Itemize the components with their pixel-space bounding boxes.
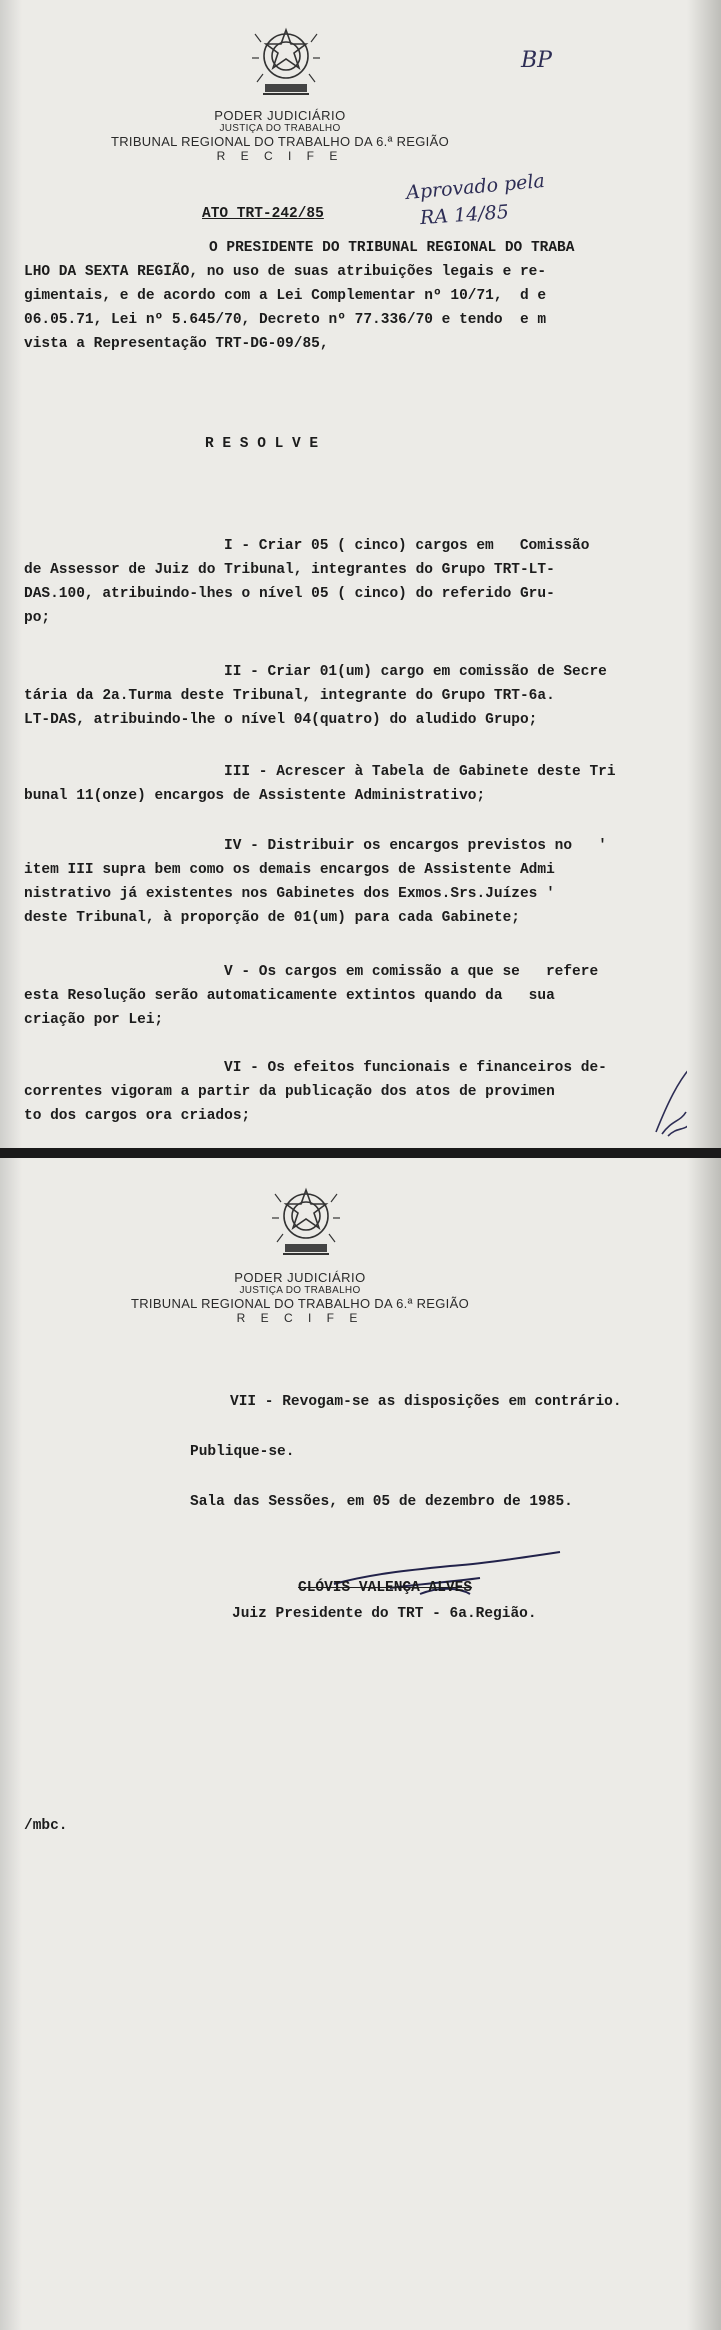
document-page-2 [0, 1158, 721, 2330]
preamble-line: 06.05.71, Lei nº 5.645/70, Decreto nº 77.336/70 e tendo e m [24, 312, 547, 328]
letterhead-line-4: R E C I F E [236, 1311, 364, 1325]
preamble-line: LHO DA SEXTA REGIÃO, no uso de suas atribuições legais e re- [24, 264, 547, 280]
article-line: correntes vigoram a partir da publicação dos atos de provimen [24, 1084, 555, 1100]
handwritten-note-line-1: Aprovado pela [405, 169, 546, 205]
article-line: VI - Os efeitos funcionais e financeiros de- [224, 1060, 607, 1076]
article-vi [24, 1056, 607, 1128]
coat-of-arms-icon [271, 1184, 341, 1262]
article-line: deste Tribunal, à proporção de 01(um) para cada Gabinete; [24, 910, 520, 926]
signer-title: Juiz Presidente do TRT - 6a.Região. [232, 1606, 537, 1622]
article-line: nistrativo já existentes nos Gabinetes dos Exmos.Srs.Juízes ' [24, 886, 555, 902]
resolve-heading: R E S O L V E [205, 436, 319, 452]
article-v [24, 960, 598, 1032]
article-line: DAS.100, atribuindo-lhes o nível 05 ( cinco) do referido Gru- [24, 586, 555, 602]
article-line: to dos cargos ora criados; [24, 1108, 251, 1124]
letterhead-line-3: TRIBUNAL REGIONAL DO TRABALHO DA 6.ª REGIÃO [131, 1296, 469, 1311]
article-line: tária da 2a.Turma deste Tribunal, integrante do Grupo TRT-6a. [24, 688, 555, 704]
preamble-line: gimentais, e de acordo com a Lei Complementar nº 10/71, d e [24, 288, 547, 304]
article-line: I - Criar 05 ( cinco) cargos em Comissão [224, 538, 590, 554]
letterhead-line-2: JUSTIÇA DO TRABALHO [239, 1285, 361, 1296]
preamble-line: vista a Representação TRT-DG-09/85, [24, 336, 329, 352]
article-line: V - Os cargos em comissão a que se refere [224, 964, 599, 980]
article-line: de Assessor de Juiz do Tribunal, integrantes do Grupo TRT-LT- [24, 562, 555, 578]
article-vii: VII - Revogam-se as disposições em contrário. [230, 1394, 622, 1410]
article-line: criação por Lei; [24, 1012, 164, 1028]
article-iv [24, 834, 607, 930]
article-ii [24, 660, 607, 732]
letterhead-line-3: TRIBUNAL REGIONAL DO TRABALHO DA 6.ª REGIÃO [111, 134, 449, 149]
session-date: Sala das Sessões, em 05 de dezembro de 1985. [190, 1494, 573, 1510]
article-line: bunal 11(onze) encargos de Assistente Administrativo; [24, 788, 486, 804]
preamble [24, 236, 574, 356]
article-line: III - Acrescer à Tabela de Gabinete deste Tri [224, 764, 616, 780]
margin-note: BP [521, 48, 552, 73]
article-line: II - Criar 01(um) cargo em comissão de Secre [224, 664, 607, 680]
letterhead-line-2: JUSTIÇA DO TRABALHO [219, 123, 341, 134]
preamble-line: O PRESIDENTE DO TRIBUNAL REGIONAL DO TRABA [209, 240, 575, 256]
typist-initials: /mbc. [24, 1818, 68, 1834]
coat-of-arms-icon [251, 24, 321, 102]
article-line: item III supra bem como os demais encargos de Assistente Admi [24, 862, 555, 878]
letterhead [20, 1270, 580, 1325]
signer-name: CLÓVIS VALENÇA ALVES [298, 1580, 473, 1596]
letterhead-line-4: R E C I F E [216, 149, 344, 163]
letterhead-line-1: PODER JUDICIÁRIO [214, 108, 346, 123]
article-iii [24, 760, 616, 808]
margin-initials-signature [648, 1062, 698, 1142]
article-line: IV - Distribuir os encargos previstos no ' [224, 838, 607, 854]
article-line: LT-DAS, atribuindo-lhe o nível 04(quatro) do aludido Grupo; [24, 712, 538, 728]
document-page-1 [0, 0, 721, 1148]
handwritten-note-line-2: RA 14/85 [419, 200, 510, 230]
letterhead [0, 108, 560, 163]
ato-title: ATO TRT-242/85 [202, 206, 324, 222]
article-line: po; [24, 610, 51, 626]
publique-se: Publique-se. [190, 1444, 295, 1460]
article-line: esta Resolução serão automaticamente extintos quando da sua [24, 988, 555, 1004]
letterhead-line-1: PODER JUDICIÁRIO [234, 1270, 366, 1285]
article-i [24, 534, 589, 630]
